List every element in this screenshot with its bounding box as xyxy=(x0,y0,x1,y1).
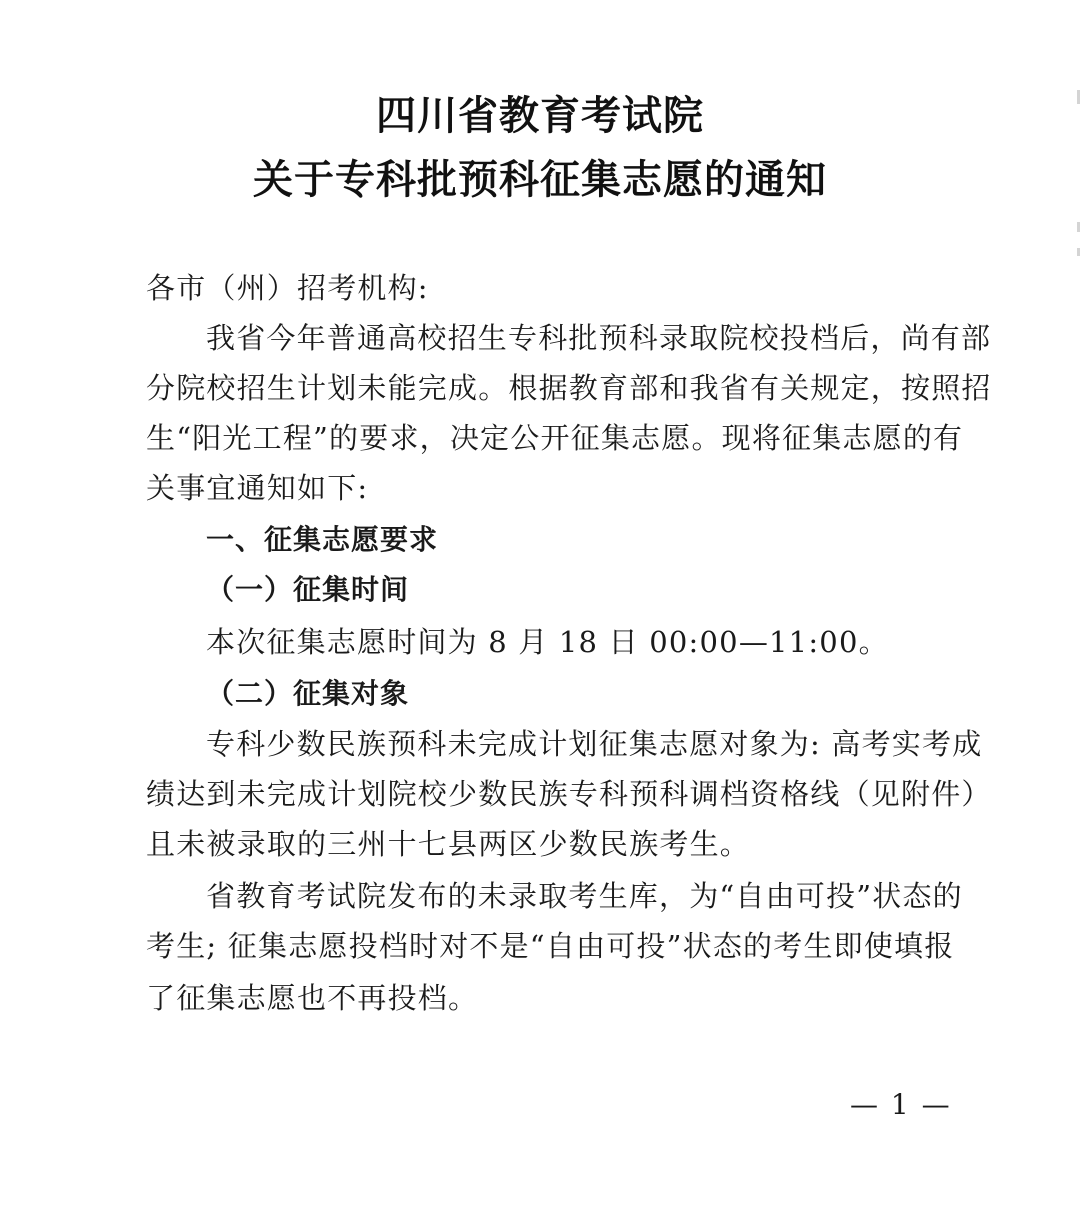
paragraph-2-line-2: 绩达到未完成计划院校少数民族专科预科调档资格线（见附件） xyxy=(146,777,992,811)
paragraph-1-line-1: 我省今年普通高校招生专科批预科录取院校投档后，尚有部 xyxy=(206,321,992,355)
document-title-line-1: 四川省教育考试院 xyxy=(376,93,704,139)
paragraph-3-line-2: 考生; 征集志愿投档时对不是“自由可投”状态的考生即使填报 xyxy=(146,929,955,963)
subsection-2-heading: （二）征集对象 xyxy=(206,677,410,710)
paragraph-1-line-2: 分院校招生计划未能完成。根据教育部和我省有关规定，按照招 xyxy=(146,371,992,405)
paragraph-3-line-1: 省教育考试院发布的未录取考生库，为“自由可投”状态的 xyxy=(206,879,963,913)
page-number: — 1 — xyxy=(850,1088,952,1121)
paragraph-3-line-3: 了征集志愿也不再投档。 xyxy=(146,981,479,1015)
section-1-heading: 一、征集志愿要求 xyxy=(206,523,439,556)
paragraph-2-line-3: 且未被录取的三州十七县两区少数民族考生。 xyxy=(146,827,751,861)
salutation: 各市（州）招考机构: xyxy=(146,271,429,305)
paragraph-2-line-1: 专科少数民族预科未完成计划征集志愿对象为: 高考实考成 xyxy=(206,727,983,761)
paragraph-1-line-4: 关事宜通知如下: xyxy=(146,471,369,505)
document-title-line-2: 关于专科批预科征集志愿的通知 xyxy=(253,157,827,203)
subsection-1-text: 本次征集志愿时间为 8 月 18 日 00:00—11:00。 xyxy=(206,625,889,659)
subsection-1-heading: （一）征集时间 xyxy=(206,573,410,606)
paragraph-1-line-3: 生“阳光工程”的要求，决定公开征集志愿。现将征集志愿的有 xyxy=(146,421,964,455)
